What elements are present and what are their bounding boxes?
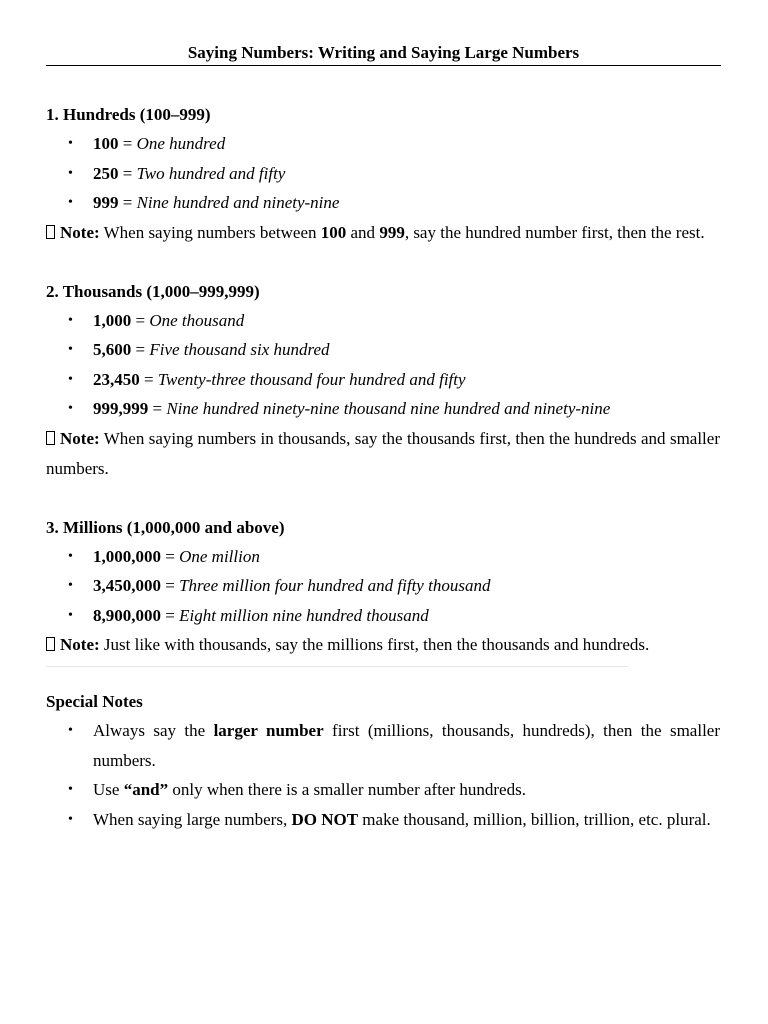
note-label: Note: (60, 635, 100, 654)
number-value: 3,450,000 (93, 576, 161, 595)
list-item (46, 306, 720, 336)
equals-sign: = (131, 310, 150, 330)
item-emphasis: DO NOT (291, 809, 359, 829)
item-text: Always say the (93, 721, 214, 740)
note-label: Note: (60, 222, 100, 242)
spoken-form: Twenty-three thousand four hundred and fifty (157, 369, 466, 389)
list-item (46, 775, 720, 805)
spoken-form: Two hundred and fifty (136, 163, 286, 183)
note-label: Note: (60, 428, 100, 448)
section-heading: 1. Hundreds (100–999) (46, 105, 211, 124)
item-text: make thousand, million, billion, trillion, etc. plural. (358, 809, 711, 829)
equals-sign: = (139, 369, 158, 389)
number-value: 5,600 (93, 340, 132, 359)
number-value: 250 (93, 163, 119, 183)
equals-sign: = (118, 193, 137, 212)
list-item (46, 571, 720, 601)
spacer (46, 248, 720, 277)
special-notes-list (46, 716, 720, 834)
equals-sign: = (161, 546, 180, 566)
equals-sign: = (118, 163, 137, 183)
list-item (46, 805, 720, 835)
note-text: , say the hundred number first, then the rest. (404, 222, 705, 242)
list-item (46, 601, 720, 631)
list-item (46, 188, 720, 218)
note-text: When saying numbers between (99, 222, 321, 242)
number-value: 23,450 (93, 369, 140, 389)
item-text: When saying large numbers, (93, 809, 292, 829)
spoken-form: Nine hundred ninety-nine thousand nine hundred and ninety-nine (166, 399, 611, 418)
section-thousands (46, 277, 720, 484)
section-heading: Special Notes (46, 692, 143, 711)
note-text: and (346, 222, 380, 242)
list-item (46, 716, 720, 775)
note-number: 100 (320, 222, 347, 242)
note-icon (46, 431, 55, 445)
note (46, 218, 720, 248)
equals-sign: = (118, 134, 137, 153)
list-item (46, 129, 720, 159)
number-value: 999,999 (93, 399, 149, 418)
item-text: Use (93, 780, 124, 799)
list-item (46, 365, 720, 395)
equals-sign: = (131, 340, 150, 359)
item-text: only when there is a smaller number after hundreds. (168, 780, 526, 799)
spoken-form: Five thousand six hundred (149, 340, 330, 359)
note-text: Just like with thousands, say the millions first, then the thousands and hundreds. (99, 635, 650, 654)
horizontal-rule (46, 666, 628, 667)
number-value: 8,900,000 (93, 605, 161, 625)
note-number: 999 (379, 222, 405, 242)
example-list (46, 129, 720, 218)
spoken-form: One million (179, 546, 260, 566)
spoken-form: Eight million nine hundred thousand (179, 605, 429, 625)
spoken-form: One thousand (149, 310, 245, 330)
section-heading: 2. Thousands (1,000–999,999) (46, 281, 260, 301)
section-hundreds (46, 100, 720, 248)
number-value: 100 (93, 134, 119, 153)
example-list (46, 306, 720, 424)
document-body (46, 100, 720, 834)
item-emphasis: larger number (213, 721, 324, 740)
spoken-form: Nine hundred and ninety-nine (136, 193, 340, 212)
section-heading: 3. Millions (1,000,000 and above) (46, 517, 285, 537)
note-icon (46, 637, 55, 651)
item-text: first (millions, thousands, hundreds), then the smaller numbers. (93, 721, 720, 770)
spoken-form: Three million four hundred and fifty thousand (179, 576, 491, 595)
section-special-notes (46, 687, 720, 834)
equals-sign: = (161, 576, 180, 595)
list-item (46, 394, 720, 424)
list-item (46, 159, 720, 189)
page-title: Saying Numbers: Writing and Saying Large Numbers (187, 43, 580, 62)
note (46, 630, 720, 660)
note-icon (46, 225, 55, 239)
spoken-form: One hundred (136, 134, 226, 153)
example-list (46, 542, 720, 631)
item-emphasis: “and” (123, 780, 169, 799)
spacer (46, 484, 720, 513)
title-bar (46, 42, 721, 66)
section-millions (46, 513, 720, 661)
number-value: 999 (93, 193, 119, 212)
note (46, 424, 720, 484)
note-text: When saying numbers in thousands, say the thousands first, then the hundreds and smaller numbers. (46, 428, 720, 478)
equals-sign: = (148, 399, 167, 418)
list-item (46, 542, 720, 572)
number-value: 1,000 (93, 310, 132, 330)
equals-sign: = (161, 605, 180, 625)
number-value: 1,000,000 (93, 546, 161, 566)
list-item (46, 335, 720, 365)
